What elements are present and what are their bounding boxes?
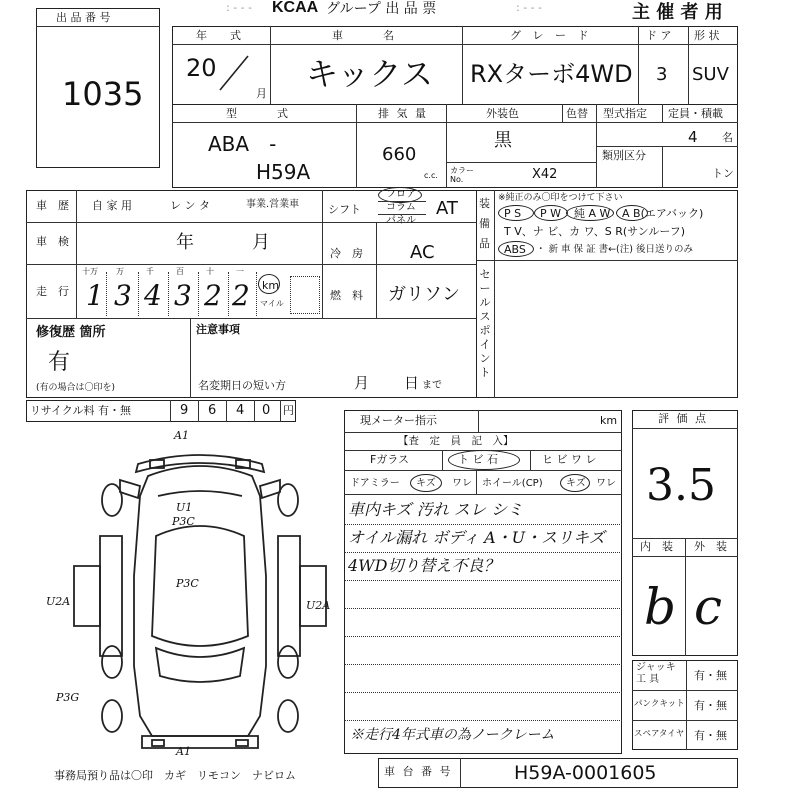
model-year: 20 — [186, 54, 217, 82]
year-label: 年 式 — [196, 29, 247, 42]
mileage-unit-1: 一 — [236, 267, 244, 276]
comment-line-3: 4WD切り替え不良？ — [348, 556, 500, 575]
equip-ab-circle — [616, 205, 648, 221]
mileage-label: 走 行 — [36, 285, 69, 298]
diagram-mark-roof-p3c: P3C — [172, 515, 195, 528]
form-title: グループ 出 品 票 — [326, 1, 437, 17]
grade-value: RXターボ4WD — [470, 60, 633, 88]
interior-label: 内 装 — [640, 540, 673, 553]
shift-column: コラム — [386, 202, 416, 213]
diagram-mark-rear-p3g: P3G — [56, 691, 80, 704]
deadline-until: まで — [422, 380, 442, 391]
inspect-mirror-crack: ワレ — [452, 478, 472, 489]
inspector-header: 【査 定 員 記 入】 — [398, 435, 514, 447]
model-prefix: ABA - — [208, 132, 277, 156]
deadline-day: 日 — [404, 374, 420, 392]
equip-pw-circle — [534, 205, 568, 221]
jack-label: ジャッキ 工 具 — [636, 662, 676, 685]
mileage-mile: マイル — [260, 299, 284, 308]
equip-abs-circle — [498, 241, 534, 257]
inspect-chip-circle — [448, 450, 520, 470]
mileage-digit-1: 1 — [86, 279, 104, 312]
inspection-label: 車 検 — [36, 235, 69, 248]
equipment-note: ※純正のみ〇印をつけて下さい — [498, 193, 623, 203]
fuel-label: 燃 料 — [330, 289, 363, 302]
color-number-label: カラー No. — [450, 166, 474, 184]
inspect-wheel: ホイール(CP) — [482, 478, 543, 489]
puncture-yes-no: 有・無 — [694, 699, 727, 712]
puncture-label: パンクキット — [634, 699, 685, 709]
shift-floor: フロア — [386, 189, 416, 200]
doors-value: 3 — [656, 64, 668, 85]
chassis-number: H59A-0001605 — [514, 762, 657, 784]
month-mark: 月 — [256, 87, 267, 100]
inspect-chip: ト ビ 石 — [458, 453, 498, 466]
jack-yes-no: 有・無 — [694, 669, 727, 682]
deadline-label: 名変期日の短い方 — [198, 379, 286, 392]
shift-panel: パネル — [386, 215, 416, 226]
diagram-mark-center-p3c: P3C — [176, 577, 199, 590]
mileage-digit-2: 3 — [114, 279, 132, 312]
mileage-unit-10k: 万 — [116, 267, 124, 276]
inspect-crack: ヒ ビ ワ レ — [542, 453, 597, 466]
car-name: キックス — [306, 55, 434, 93]
inspect-wheel-scratch: キズ — [566, 478, 586, 489]
shift-value: AT — [436, 198, 458, 219]
comment-footer: ※走行4年式車の為ノークレーム — [350, 727, 555, 743]
load-unit: トン — [712, 167, 734, 180]
history-private: 自 家 用 — [92, 199, 132, 212]
mileage-unit-1k: 千 — [146, 267, 154, 276]
equip-line3: ・ 新 車 保 証 書←(注) 後日送りのみ — [536, 244, 693, 255]
history-rental: レ ン タ — [170, 199, 210, 212]
lot-number: 1035 — [62, 75, 144, 113]
deadline-month: 月 — [354, 374, 370, 392]
displacement-label: 排 気 量 — [378, 107, 428, 120]
inspection-year: 年 — [176, 232, 194, 253]
diagram-mark-right-u2a: U2A — [306, 599, 331, 612]
capacity-label: 定員・積載 — [668, 107, 723, 120]
shape-value: SUV — [692, 64, 729, 85]
mileage-digit-4: 3 — [174, 279, 192, 312]
diagram-mark-rear-a1: A1 — [176, 745, 191, 758]
interior-score: b — [644, 578, 677, 636]
score-value: 3.5 — [646, 460, 716, 511]
recycle-digit-2: 6 — [208, 403, 217, 418]
equipment-label-3: 品 — [479, 237, 490, 250]
capacity-unit: 名 — [722, 131, 733, 144]
exterior-color: 黒 — [494, 130, 512, 151]
equip-abs: ABS — [504, 243, 526, 256]
equip-line2: T V、ナ ビ、カ ワ、S R(サンルーフ) — [504, 225, 686, 238]
comment-line-2: オイル漏れ ボディ A・U・スリキズ — [348, 528, 605, 547]
exterior-color-label: 外装色 — [486, 107, 519, 120]
cc-unit: c.c. — [424, 171, 438, 180]
displacement-value: 660 — [382, 144, 417, 165]
organizer-label: 主 催 者 用 — [632, 2, 723, 23]
wheel-scratch-circle — [560, 474, 590, 492]
mileage-digit-6: 2 — [232, 279, 250, 312]
shift-label: シフト — [328, 203, 361, 216]
equip-aw-circle — [566, 205, 614, 221]
recycle-digit-4: 0 — [262, 403, 271, 418]
inspect-wheel-crack: ワレ — [596, 478, 616, 489]
doors-label: ド ア — [646, 29, 672, 42]
diagram-mark-front: A1 — [174, 429, 189, 442]
km-circle — [258, 274, 280, 294]
repair-label: 修復歴 箇所 — [36, 325, 106, 340]
aircon-value: AC — [410, 242, 435, 263]
mirror-scratch-circle — [410, 474, 442, 492]
color-number: X42 — [532, 167, 558, 182]
notes-label: 注意事項 — [196, 323, 240, 336]
repair-value: 有 — [48, 350, 71, 375]
mileage-unit-100: 百 — [176, 267, 184, 276]
model-code: H59A — [256, 160, 311, 184]
meter-label: 現メーター指示 — [360, 414, 437, 427]
inspection-month: 月 — [252, 232, 270, 253]
model-label: 型 式 — [226, 107, 294, 120]
equipment-label-2: 備 — [479, 217, 490, 230]
mileage-unit-10: 十 — [206, 267, 214, 276]
inspect-mirror: ドアミラー — [350, 478, 400, 489]
repair-note: (有の場合は〇印を) — [36, 383, 116, 393]
equip-pw: P W — [540, 207, 562, 220]
class-label: 類別区分 — [602, 149, 646, 162]
meter-unit: km — [600, 414, 618, 427]
recycle-label: リサイクル料 有・無 — [30, 404, 131, 417]
mileage-digit-3: 4 — [144, 279, 162, 312]
fuel-value: ガリソン — [388, 284, 460, 305]
diagram-mark-left-u2a: U2A — [46, 595, 71, 608]
color-change-label: 色替 — [566, 107, 588, 120]
mileage-digit-5: 2 — [204, 279, 222, 312]
history-label: 車 歴 — [36, 199, 69, 212]
spare-label: スペアタイヤ — [634, 729, 685, 739]
recycle-digit-1: 9 — [180, 403, 189, 418]
exterior-score: c — [694, 578, 723, 636]
year-slash-mark — [214, 54, 254, 94]
capacity-value: 4 — [688, 128, 698, 146]
exterior-label: 外 装 — [694, 540, 727, 553]
comment-line-1: 車内キズ 汚れ スレ シミ — [348, 500, 523, 519]
equip-ps: P S — [504, 207, 522, 220]
equip-ab: A B(エアバック) — [622, 207, 704, 220]
office-note: 事務局預り品は〇印 カギ リモコン ナビロム — [54, 769, 296, 782]
sales-point-label: セ ー ル ス ポ イ ン ト — [479, 268, 491, 379]
kcaa-logo: KCAA — [272, 0, 319, 16]
mileage-unit-100k: 十万 — [82, 267, 98, 276]
mileage-km: km — [262, 279, 280, 292]
equip-aw: 純 A W — [574, 207, 611, 220]
inspect-mirror-scratch: キズ — [416, 478, 436, 489]
inspect-glass: Fガラス — [370, 453, 409, 466]
car-name-label: 車 名 — [332, 29, 400, 42]
spare-yes-no: 有・無 — [694, 729, 727, 742]
recycle-digit-3: 4 — [236, 403, 245, 418]
type-spec-label: 型式指定 — [603, 107, 647, 120]
chassis-label: 車 台 番 号 — [384, 765, 453, 778]
lot-number-label: 出 品 番 号 — [56, 11, 111, 24]
grade-label: グ レ ー ド — [510, 29, 593, 42]
equip-ps-circle — [498, 205, 534, 221]
equipment-label-1: 装 — [479, 197, 490, 210]
aircon-label: 冷 房 — [330, 247, 363, 260]
car-damage-diagram — [60, 436, 340, 766]
recycle-yen: 円 — [283, 404, 294, 417]
shape-label: 形 状 — [694, 29, 720, 42]
score-label: 評 価 点 — [658, 412, 708, 425]
history-business: 事業.営業車 — [246, 199, 300, 210]
diagram-mark-roof-u1: U1 — [176, 501, 193, 514]
